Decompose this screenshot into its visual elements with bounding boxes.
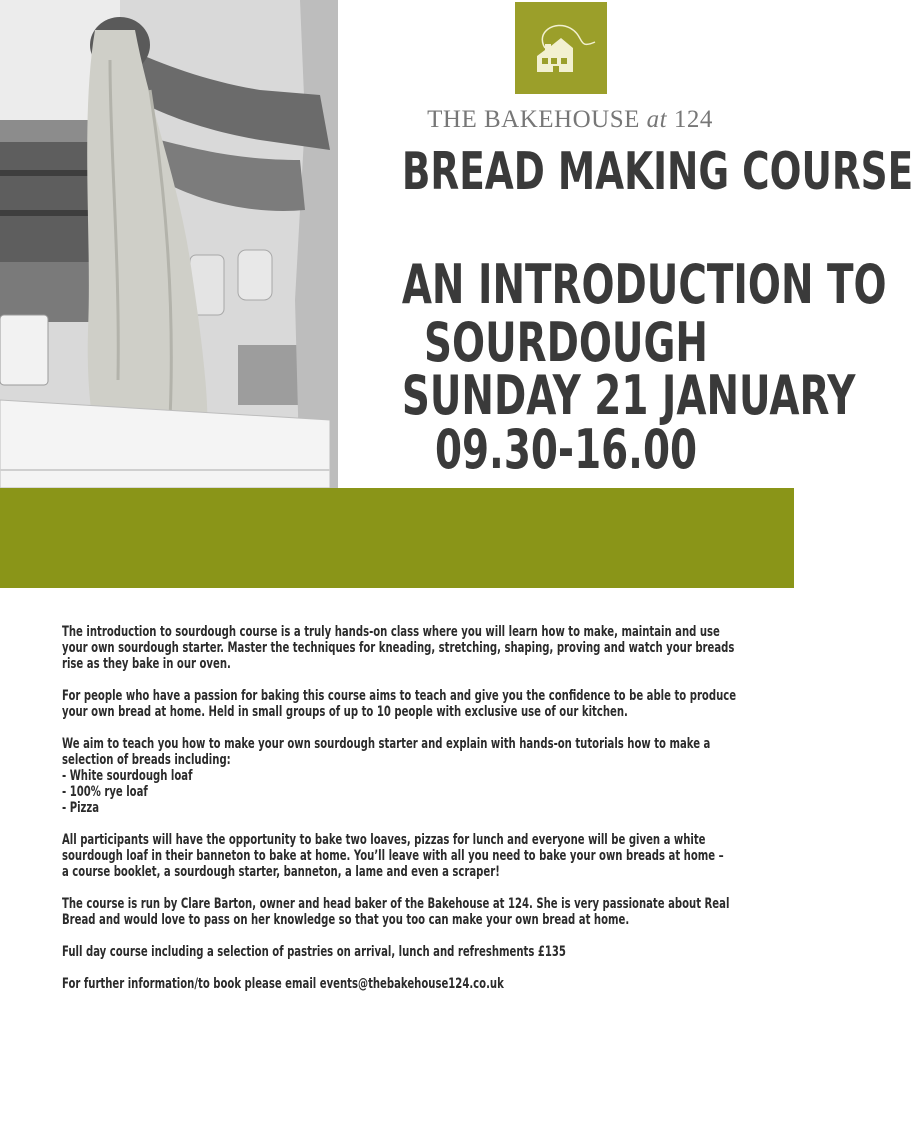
- brand-name: [360, 106, 780, 134]
- brand-at: at: [646, 106, 668, 133]
- course-subtitle-line2: SOURDOUGH: [424, 311, 708, 374]
- paragraph-intro: [62, 624, 735, 672]
- hero-photo: [0, 0, 338, 488]
- text-line: All participants will have the opportunity to bake two loaves, pizzas for lunch and everyone will be given a white: [62, 832, 706, 848]
- course-date: SUNDAY 21 JANUARY: [401, 364, 856, 427]
- paragraph-breads: [62, 736, 719, 816]
- text-line: For people who have a passion for baking this course aims to teach and give you the confidence to be able to produce: [62, 688, 737, 704]
- list-item: - Pizza: [62, 800, 100, 816]
- course-time: 09.30-16.00: [434, 418, 698, 481]
- text-line: sourdough loaf in their banneton to bake at home. You’ll leave with all you need to bake your own breads at home –: [62, 848, 724, 864]
- brand-suffix: 124: [667, 106, 713, 133]
- paragraph-audience: [62, 688, 737, 720]
- course-subtitle-line1: AN INTRODUCTION TO: [401, 253, 887, 316]
- paragraph-instructor: [62, 896, 730, 928]
- text-line: We aim to teach you how to make your own sourdough starter and explain with hands-on tutorials how to make a: [62, 736, 711, 752]
- baker-stretching-dough-photo-icon: [0, 0, 338, 488]
- text-line: rise as they bake in our oven.: [62, 656, 231, 672]
- text-line: The introduction to sourdough course is a truly hands-on class where you will learn how to make, maintain and use: [62, 624, 720, 640]
- list-item: - 100% rye loaf: [62, 784, 148, 800]
- list-item: - White sourdough loaf: [62, 768, 193, 784]
- text-line: The course is run by Clare Barton, owner and head baker of the Bakehouse at 124. She is very passionate about Real: [62, 896, 730, 912]
- text-line: your own sourdough starter. Master the techniques for kneading, stretching, shaping, proving and watch your breads: [62, 640, 735, 656]
- paragraph-contact: [62, 976, 719, 992]
- text-line: a course booklet, a sourdough starter, banneton, a lame and even a scraper!: [62, 864, 500, 880]
- green-band: [0, 488, 794, 588]
- text-line: selection of breads including:: [62, 752, 231, 768]
- bakehouse-house-logo-icon: [515, 2, 607, 94]
- brand-prefix: THE BAKEHOUSE: [427, 106, 647, 133]
- text-line: your own bread at home. Held in small groups of up to 10 people with exclusive use of our kitchen.: [62, 704, 628, 720]
- paragraph-participants: [62, 832, 724, 880]
- bakehouse-logo: [515, 2, 607, 94]
- text-line: Bread and would love to pass on her knowledge so that you too can make your own bread at home.: [62, 912, 630, 928]
- course-description: [62, 624, 737, 1008]
- course-title: BREAD MAKING COURSE: [401, 142, 913, 202]
- text-line: Full day course including a selection of pastries on arrival, lunch and refreshments £135: [62, 944, 566, 960]
- contact-line: For further information/to book please email events@thebakehouse124.co.uk: [62, 976, 504, 992]
- paragraph-price: [62, 944, 719, 960]
